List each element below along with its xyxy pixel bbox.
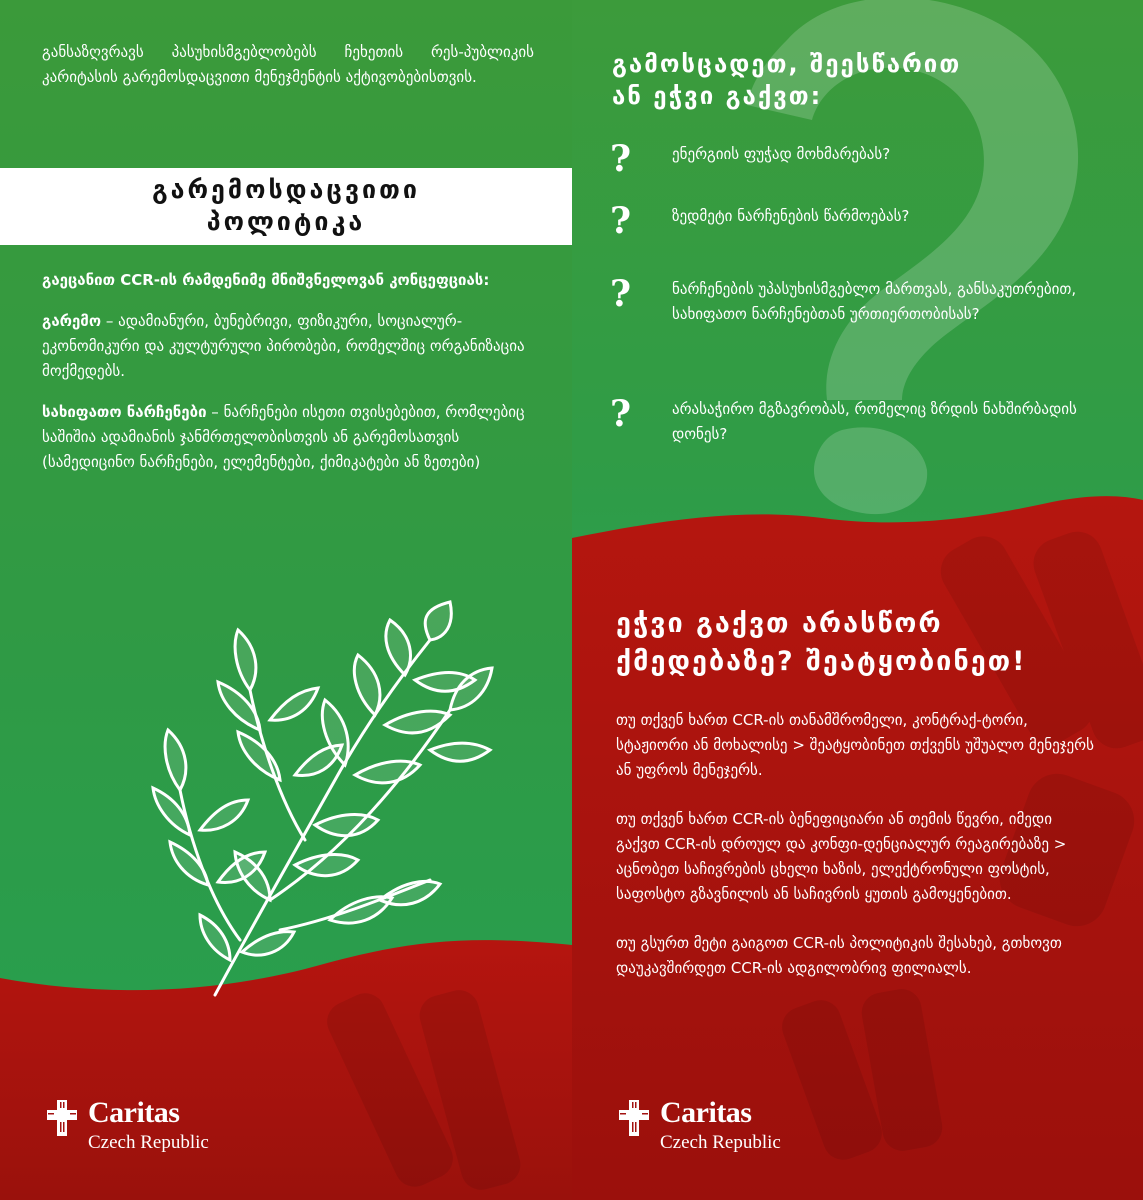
plant-illustration-icon: [120, 600, 510, 1000]
report-paragraph-2: თუ თქვენ ხართ CCR-ის ბენეფიციარი ან თემის წევრი, იმედი გაქვთ CCR-ის დროულ და კონფი-დენციალურ რეაგირებაზე > აცნობეთ საჩივრების ცხელი ხაზის, ელექტრონული ფოსტის, საფოსტო გზავნილის ან საჩივრის ყუთის გამოყენებით.: [616, 810, 1067, 903]
report-paragraph-3: თუ გსურთ მეტი გაიგოთ CCR-ის პოლიტიკის შესახებ, გთხოვთ დაუკავშირდეთ CCR-ის ადგილობრივ ფილიალს.: [616, 934, 1062, 977]
concept-environment-term: გარემო: [42, 312, 102, 330]
question-mark-icon: ?: [610, 273, 632, 315]
logo-country: Czech Republic: [660, 1132, 781, 1153]
question-text-3: ნარჩენების უპასუხისმგებლო მართვას, განსაკუთრებით, სახიფათო ნარჩენებთან ურთიერთობისას?: [672, 280, 1077, 323]
concept-hazardous-term: სახიფათო ნარჩენები: [42, 403, 207, 421]
concept-environment: [42, 309, 542, 384]
logo-name: Caritas: [88, 1096, 180, 1129]
report-section: [616, 708, 1094, 1005]
question-text-2: ზედმეტი ნარჩენების წარმოებას?: [672, 207, 910, 225]
concepts-intro: გაეცანით CCR-ის რამდენიმე მნიშვნელოვან კონცეფციას:: [42, 271, 490, 289]
logo-country: Czech Republic: [88, 1132, 209, 1153]
caritas-logo-icon: [614, 1098, 654, 1138]
title-box: [0, 168, 572, 245]
concept-environment-text: – ადამიანური, ბუნებრივი, ფიზიკური, სოციალურ-ეკონომიკური და კულტურული პირობები, რომელშიც ორგანიზაცია მოქმედებს.: [42, 312, 525, 380]
concepts-section: [42, 268, 542, 491]
right-panel: [572, 0, 1143, 1200]
report-heading: ეჭვი გაქვთ არასწორ ქმედებაზე? შეატყობინეთ!: [616, 608, 1027, 677]
question-mark-icon: ?: [610, 393, 632, 435]
caritas-logo-icon: [42, 1098, 82, 1138]
intro-text: განსაზღვრავს პასუხისმგებლობებს ჩეხეთის რეს-პუბლიკის კარიტასის გარემოსდაცვითი მენეჯმენტის აქტივობებისთვის.: [42, 43, 534, 86]
question-text-4: არასაჭირო მგზავრობას, რომელიც ზრდის ნახშირბადის დონეს?: [672, 400, 1077, 443]
page-title: გარემოსდაცვითი პოლიტიკა: [152, 175, 420, 236]
questions-heading: გამოსცადეთ, შეესწარით ან ეჭვი გაქვთ:: [612, 50, 962, 110]
question-mark-icon: ?: [610, 200, 632, 242]
caritas-logo-left: [42, 1092, 242, 1162]
caritas-logo-right: [614, 1092, 814, 1162]
report-paragraph-1: თუ თქვენ ხართ CCR-ის თანამშრომელი, კონტრაქ-ტორი, სტაჟიორი ან მოხალისე > შეატყობინეთ თქვენს უშუალო მენეჯერს ან უფროს მენეჯერს.: [616, 711, 1094, 779]
concept-hazardous-waste: [42, 400, 542, 475]
logo-name: Caritas: [660, 1096, 752, 1129]
concept-hazardous-text: – ნარჩენები ისეთი თვისებებით, რომლებიც საშიშია ადამიანის ჯანმრთელობისთვის ან გარემოსათვის (სამედიცინო ნარჩენები, ელემენტები, ქიმიკატები ან ზეთები): [42, 403, 525, 471]
question-mark-icon: ?: [610, 138, 632, 180]
question-text-1: ენერგიის ფუჭად მოხმარებას?: [672, 145, 891, 163]
right-background-waves: [572, 0, 1143, 1200]
